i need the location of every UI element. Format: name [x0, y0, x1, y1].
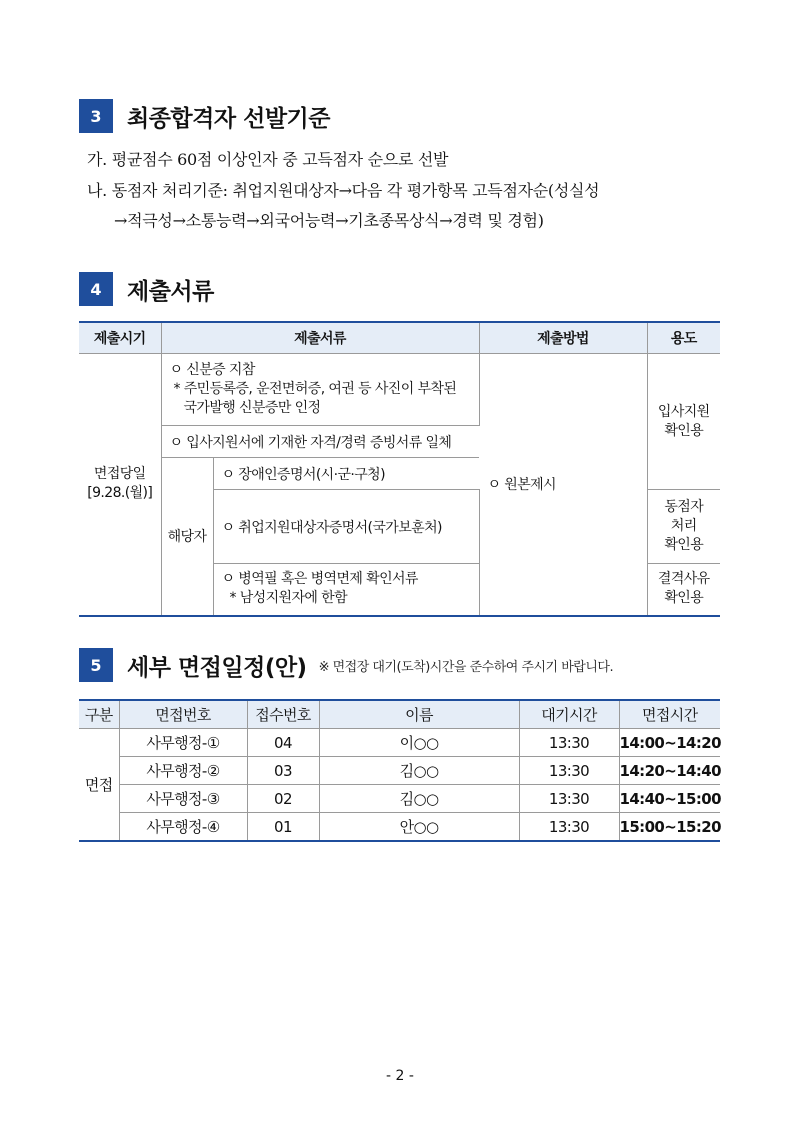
sched-receipt-no: 01: [247, 813, 319, 842]
use-application-1: 입사지원: [657, 403, 710, 420]
sched-interview-no: 사무행정-①: [119, 729, 247, 757]
sched-header-name: 이름: [319, 700, 519, 729]
use-disqualification-cell: [647, 564, 720, 616]
sched-header-category: 구분: [79, 700, 119, 729]
sched-time: 15:00~15:20: [619, 813, 720, 842]
sched-receipt-no: 04: [247, 729, 319, 757]
page-number: - 2 -: [386, 1068, 414, 1084]
section-3-title: 최종합격자 선발기준: [127, 105, 330, 132]
method-cell: ㅇ 원본제시: [479, 354, 647, 616]
sched-interview-no: 사무행정-②: [119, 757, 247, 785]
use-application-2: 확인용: [664, 422, 704, 439]
doc-military-2: * 남성지원자에 한함: [229, 590, 347, 607]
sched-name: 김○○: [319, 785, 519, 813]
doc-id: ㅇ 신분증 지참: [169, 362, 255, 378]
sched-wait: 13:30: [519, 757, 619, 785]
doc-military-cell: [213, 564, 479, 616]
use-disqualification-1: 결격사유: [657, 571, 710, 588]
table-row: [79, 729, 720, 757]
sched-name: 안○○: [319, 813, 519, 842]
section-4-title: 제출서류: [127, 278, 214, 305]
sched-receipt-no: 02: [247, 785, 319, 813]
sched-receipt-no: 03: [247, 757, 319, 785]
table-row: [79, 757, 720, 785]
timing-cell: [79, 354, 161, 616]
group-label: 해당자: [161, 458, 213, 616]
doc-employment-support: ㅇ 취업지원대상자증명서(국가보훈처): [213, 490, 479, 564]
sched-time: 14:00~14:20: [619, 729, 720, 757]
section-5-title: 세부 면접일정(안): [127, 654, 307, 681]
sched-name: 이○○: [319, 729, 519, 757]
documents-header-row: [79, 322, 720, 354]
documents-table: [79, 321, 720, 617]
use-application-cell: [647, 354, 720, 490]
doc-disability: ㅇ 장애인증명서(시·군·구청): [213, 458, 479, 490]
sched-wait: 13:30: [519, 813, 619, 842]
header-method: 제출방법: [479, 322, 647, 354]
sched-time: 14:20~14:40: [619, 757, 720, 785]
use-disqualification-2: 확인용: [664, 590, 704, 607]
timing-label: 면접당일: [93, 466, 146, 483]
section-5-note: ※ 면접장 대기(도착)시간을 준수하여 주시기 바랍니다.: [318, 659, 614, 675]
criteria-item-2-cont: →적극성→소통능력→외국어능력→기초종목상식→경력 및 경험): [114, 211, 544, 230]
header-timing: 제출시기: [79, 322, 161, 354]
timing-date: [9.28.(월)]: [87, 485, 153, 502]
sched-header-time: 면접시간: [619, 700, 720, 729]
doc-id-note-2: 국가발행 신분증만 인정: [183, 400, 321, 416]
criteria-item-1: 가. 평균점수 60점 이상인자 중 고득점자 순으로 선발: [87, 150, 449, 169]
section-3-heading: [79, 99, 330, 133]
use-tie-break-cell: [647, 490, 720, 564]
use-tie-break-3: 확인용: [664, 537, 704, 553]
doc-id-cell: [161, 354, 479, 426]
criteria-item-2: 나. 동점자 처리기준: 취업지원대상자→다음 각 평가항목 고득점자순(성실성: [87, 181, 600, 200]
section-5-number: 5: [79, 648, 113, 682]
sched-header-interview-no: 면접번호: [119, 700, 247, 729]
sched-wait: 13:30: [519, 729, 619, 757]
sched-interview-no: 사무행정-③: [119, 785, 247, 813]
section-4-heading: [79, 272, 214, 306]
sched-name: 김○○: [319, 757, 519, 785]
header-use: 용도: [647, 322, 720, 354]
header-documents: 제출서류: [161, 322, 479, 354]
table-row: [79, 785, 720, 813]
section-4-number: 4: [79, 272, 113, 306]
sched-category: 면접: [79, 729, 119, 842]
section-3-number: 3: [79, 99, 113, 133]
use-tie-break-2: 처리: [670, 518, 697, 534]
use-tie-break-1: 동점자: [664, 499, 704, 515]
doc-row-id: [79, 354, 720, 426]
doc-military-1: ㅇ 병역필 혹은 병역면제 확인서류: [221, 571, 418, 588]
sched-interview-no: 사무행정-④: [119, 813, 247, 842]
sched-time: 14:40~15:00: [619, 785, 720, 813]
schedule-header-row: [79, 700, 720, 729]
sched-header-wait: 대기시간: [519, 700, 619, 729]
sched-wait: 13:30: [519, 785, 619, 813]
doc-application: ㅇ 입사지원서에 기재한 자격/경력 증빙서류 일체: [161, 426, 479, 458]
schedule-table: [79, 699, 720, 842]
doc-id-note-1: * 주민등록증, 운전면허증, 여권 등 사진이 부착된: [173, 381, 457, 397]
table-row: [79, 813, 720, 842]
section-5-heading: [79, 648, 613, 682]
sched-header-receipt-no: 접수번호: [247, 700, 319, 729]
